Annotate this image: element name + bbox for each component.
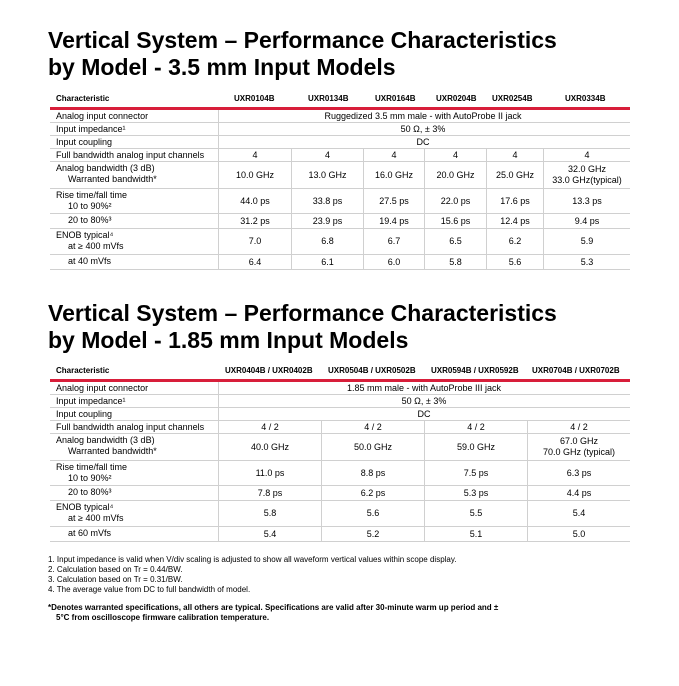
row-label: Input coupling [56,137,113,147]
section1-title-line2: by Model - 3.5 mm Input Models [48,54,396,80]
row-label: Full bandwidth analog input channels [56,422,205,432]
cell: 6.7 [387,236,401,246]
header-model: UXR0594B / UXR0592B [431,366,519,375]
row-input-impedance [50,123,630,136]
cell: 25.0 GHz [495,169,535,180]
cell: 8.8 ps [360,467,386,478]
footnote: 1. Input impedance is valid when V/div scaling is adjusted to show all waveform vertical values within scope display. [48,555,457,564]
cell: 7.0 [248,236,262,246]
cell: 33.0 GHz(typical) [552,175,622,185]
cell: 17.6 ps [500,195,530,206]
cell: 4 / 2 [364,421,382,432]
header-characteristic: Characteristic [56,94,110,103]
cell: 50.0 GHz [353,441,393,452]
header-model: UXR0204B [436,94,477,103]
row-sublabel: 10 to 90%² [68,201,112,211]
cell: 33.8 ps [312,195,343,206]
cell: 5.5 [469,508,483,518]
cell: 6.1 [321,256,334,267]
cell: 5.4 [263,528,277,539]
row-enob-low [50,527,630,542]
cell: 6.4 [248,256,262,267]
warranted-note [48,603,628,623]
cell: 12.4 ps [500,215,530,226]
section2-title [48,300,648,354]
row-value: Ruggedized 3.5 mm male - with AutoProbe II jack [324,111,522,121]
row-label: ENOB typical⁴ [56,502,114,512]
cell: 5.9 [580,236,594,246]
header-model: UXR0704B / UXR0702B [532,366,620,375]
cell: 4 [252,149,258,160]
header-model: UXR0404B / UXR0402B [225,366,313,375]
section1-header-row [50,92,630,106]
row-bandwidth [50,434,630,461]
row-sublabel: at ≥ 400 mVfs [68,513,124,523]
row-label: Analog bandwidth (3 dB) [56,163,155,173]
cell: 4.4 ps [566,487,592,498]
cell: 4 [452,149,458,160]
cell: 4 [584,149,590,160]
cell: 6.8 [321,236,334,246]
cell: 5.6 [366,508,380,518]
cell: 9.4 ps [574,215,600,226]
section2-title-line1: Vertical System – Performance Characteristics [48,300,557,326]
row-input-connector [50,110,630,123]
cell: 6.3 ps [566,467,592,478]
cell: 6.0 [387,256,401,267]
warranted-note-line: *Denotes warranted specifications, all others are typical. Specifications are valid after 30-minute warm up period and ± [48,603,499,612]
row-sublabel: at ≥ 400 mVfs [68,241,124,251]
cell: 5.4 [572,508,586,518]
cell: 44.0 ps [240,195,270,206]
cell: 4 / 2 [467,421,485,432]
row-sublabel: at 60 mVfs [68,528,112,538]
cell: 5.8 [449,256,462,267]
cell: 6.2 ps [360,487,386,498]
cell: 27.5 ps [379,195,409,206]
row-label: Full bandwidth analog input channels [56,150,205,160]
row-rise-10-90 [50,189,630,214]
cell: 13.0 GHz [308,169,347,180]
cell: 22.0 ps [440,195,471,206]
row-input-impedance [50,395,630,408]
cell: 4 / 2 [570,421,588,432]
cell: 5.1 [469,528,483,539]
row-bandwidth [50,162,630,189]
row-channels [50,421,630,434]
section1-title-line1: Vertical System – Performance Characteristics [48,27,557,53]
cell: 5.8 [263,508,277,518]
row-label: Analog input connector [56,383,149,393]
cell: 67.0 GHz [559,436,599,446]
header-model: UXR0504B / UXR0502B [328,366,416,375]
cell: 6.5 [449,236,462,246]
header-model: UXR0254B [492,94,533,103]
cell: 5.2 [366,528,380,539]
section1-table [50,92,630,270]
cell: 20.0 GHz [436,169,475,180]
row-label: Analog bandwidth (3 dB) [56,435,155,445]
footnote: 2. Calculation based on Tr = 0.44/BW. [48,565,183,574]
cell: 4 / 2 [261,421,279,432]
cell: 6.2 [508,236,522,246]
cell: 5.3 ps [463,487,489,498]
footnote: 4. The average value from DC to full bandwidth of model. [48,585,251,594]
row-label: Rise time/fall time [56,190,128,200]
row-label: Rise time/fall time [56,462,128,472]
row-sublabel: Warranted bandwidth* [68,174,157,184]
row-channels [50,149,630,162]
cell: 11.0 ps [255,467,285,478]
row-enob-high [50,501,630,527]
row-label: Input coupling [56,409,113,419]
row-value: DC [417,409,431,419]
section2-title-line2: by Model - 1.85 mm Input Models [48,327,409,353]
row-enob-high [50,229,630,255]
row-rise-20-80 [50,486,630,501]
row-value: 50 Ω, ± 3% [400,124,446,134]
row-value: DC [416,137,430,147]
header-model: UXR0164B [375,94,416,103]
cell: 4 [324,149,330,160]
row-rise-20-80 [50,214,630,229]
cell: 5.6 [508,256,522,267]
cell: 7.5 ps [463,467,489,478]
cell: 5.0 [572,528,586,539]
warranted-note-line: 5°C from oscilloscope firmware calibration temperature. [56,613,270,622]
cell: 5.3 [580,256,594,267]
row-label: Input impedance¹ [56,124,126,134]
cell: 7.8 ps [257,487,283,498]
row-sublabel: at 40 mVfs [68,256,112,266]
cell: 16.0 GHz [374,169,414,180]
cell: 4 [512,149,518,160]
cell: 13.3 ps [572,195,602,206]
header-characteristic: Characteristic [56,366,110,375]
row-sublabel: 20 to 80%³ [68,215,112,225]
cell: 70.0 GHz (typical) [542,447,616,457]
section2-header-row [50,364,630,378]
section1-title [48,27,648,81]
row-sublabel: 20 to 80%³ [68,487,112,497]
cell: 32.0 GHz [567,164,607,174]
cell: 59.0 GHz [456,441,496,452]
footnotes [48,555,648,595]
row-rise-10-90 [50,461,630,486]
row-label: ENOB typical⁴ [56,230,114,240]
row-input-coupling [50,136,630,149]
row-label: Analog input connector [56,111,149,121]
section2-table [50,364,630,542]
row-input-connector [50,382,630,395]
cell: 23.9 ps [312,215,343,226]
cell: 19.4 ps [379,215,409,226]
row-sublabel: Warranted bandwidth* [68,446,157,456]
cell: 4 [391,149,397,160]
cell: 31.2 ps [240,215,270,226]
row-value: 50 Ω, ± 3% [401,396,447,406]
row-sublabel: 10 to 90%² [68,473,112,483]
cell: 40.0 GHz [250,441,290,452]
row-enob-low [50,255,630,270]
header-model: UXR0334B [565,94,606,103]
cell: 10.0 GHz [235,169,275,180]
row-input-coupling [50,408,630,421]
header-model: UXR0134B [308,94,349,103]
row-value: 1.85 mm male - with AutoProbe III jack [346,383,502,393]
row-label: Input impedance¹ [56,396,126,406]
footnote: 3. Calculation based on Tr = 0.31/BW. [48,575,183,584]
cell: 15.6 ps [440,215,471,226]
header-model: UXR0104B [234,94,275,103]
